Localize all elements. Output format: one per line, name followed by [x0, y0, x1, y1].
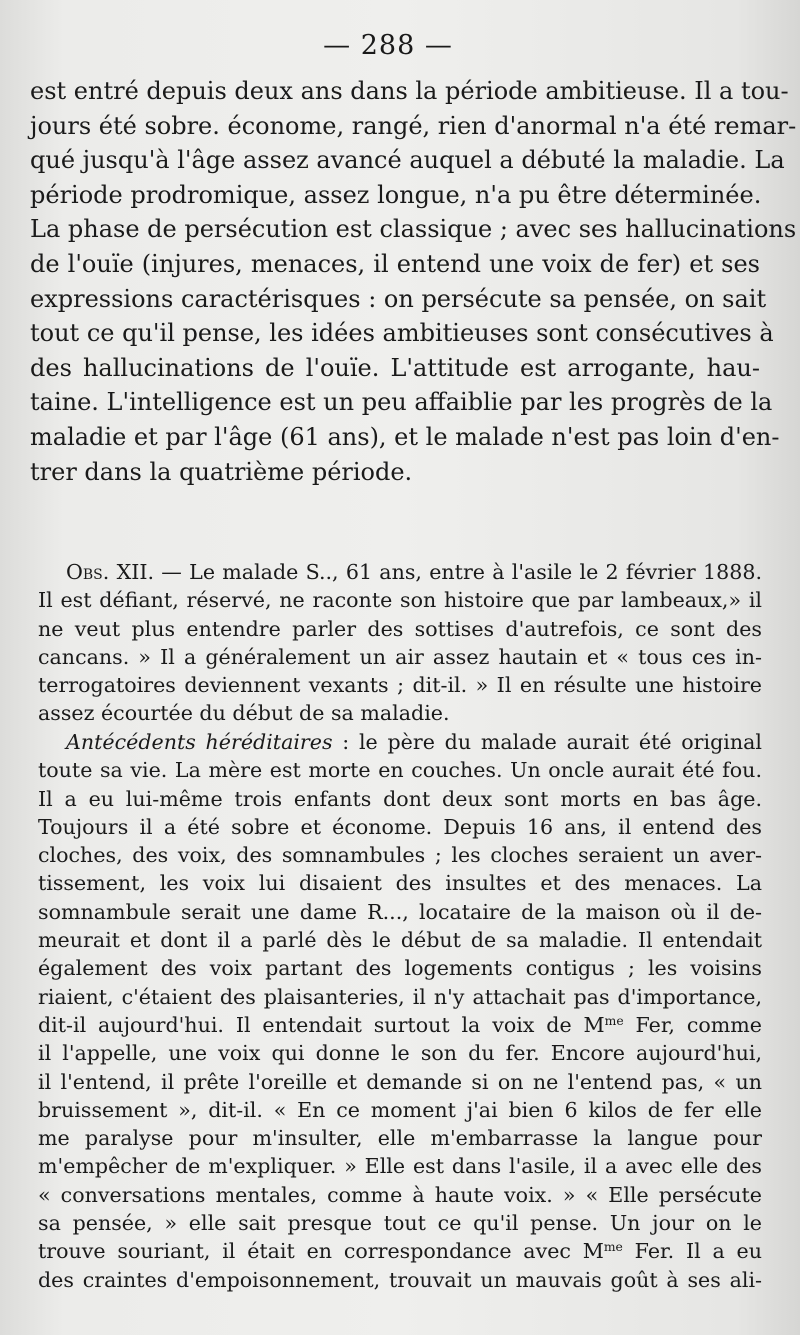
- text-line: [38, 1237, 762, 1265]
- text-line: [38, 1011, 762, 1039]
- superscript: me: [604, 1014, 624, 1029]
- text-line: ne veut plus entendre parler des sottises d'autrefois, ce sont des: [38, 616, 762, 641]
- page-number: — 288 —: [323, 30, 453, 61]
- text-span: — Le malade S.., 61 ans, entre à l'asile le 2 février 1888.: [154, 560, 762, 584]
- text-line: il l'entend, il prête l'oreille et demande si on ne l'entend pas, « un: [38, 1069, 762, 1094]
- text-line: sa pensée, » elle sait presque tout ce qu'il pense. Un jour on le: [38, 1211, 762, 1236]
- observation-paragraph: [38, 558, 762, 728]
- text-line: Il est défiant, réservé, ne raconte son histoire que par lambeaux,» il: [38, 588, 762, 613]
- text-line: qué jusqu'à l'âge assez avancé auquel a débuté la maladie. La: [30, 146, 785, 175]
- text-span: Fer. Il a eu: [622, 1239, 762, 1264]
- text-line: il l'appelle, une voix qui donne le son du fer. Encore aujourd'hui,: [38, 1041, 762, 1066]
- text-line: tissement, les voix lui disaient des insultes et des menaces. La: [38, 871, 762, 896]
- text-line: « conversations mentales, comme à haute voix. » « Elle persécute: [38, 1182, 762, 1207]
- text-line: des craintes d'empoisonnement, trouvait un mauvais goût à ses ali-: [38, 1267, 762, 1292]
- text-line: également des voix partant des logements contigus ; les voisins: [38, 956, 762, 981]
- text-line: Toujours il a été sobre et économe. Depuis 16 ans, il entend des: [38, 814, 762, 839]
- text-line: cloches, des voix, des somnambules ; les cloches seraient un aver-: [38, 843, 762, 868]
- text-line: est entré depuis deux ans dans la période ambitieuse. Il a tou-: [30, 77, 789, 105]
- text-line: maladie et par l'âge (61 ans), et le malade n'est pas loin d'en-: [30, 422, 780, 451]
- text-line: riaient, c'étaient des plaisanteries, il n'y attachait pas d'importance,: [38, 984, 762, 1009]
- text-span: : le père du malade aurait été original: [332, 730, 763, 754]
- text-line: de l'ouïe (injures, menaces, il entend une voix de fer) et ses: [30, 249, 760, 278]
- text-line: somnambule serait une dame R..., locataire de la maison où il de-: [38, 899, 762, 924]
- text-line: jours été sobre. économe, rangé, rien d'anormal n'a été remar-: [30, 111, 797, 140]
- text-line: La phase de persécution est classique ; avec ses hallucinations: [30, 215, 797, 244]
- text-line: m'empêcher de m'expliquer. » Elle est dans l'asile, il a avec elle des: [38, 1154, 762, 1179]
- text-line: toute sa vie. La mère est morte en couches. Un oncle aurait été fou.: [38, 758, 762, 783]
- text-line: [38, 558, 762, 586]
- text-line: assez écourtée du début de sa maladie.: [38, 701, 450, 726]
- text-line: bruissement », dit-il. « En ce moment j'ai bien 6 kilos de fer elle: [38, 1097, 762, 1122]
- text-line: Il a eu lui-même trois enfants dont deux sont morts en bas âge.: [38, 786, 762, 811]
- text-line: taine. L'intelligence est un peu affaiblie par les progrès de la: [30, 388, 773, 417]
- text-line: cancans. » Il a généralement un air assez hautain et « tous ces in-: [38, 644, 762, 669]
- text-span: trouve souriant, il était en correspondance avec M: [38, 1239, 604, 1264]
- text-line: expressions caractérisques : on persécute sa pensée, on sait: [30, 284, 767, 313]
- text-line: meurait et dont il a parlé dès le début de sa maladie. Il entendait: [38, 928, 762, 953]
- text-span: dit-il aujourd'hui. Il entendait surtout la voix de M: [38, 1012, 605, 1037]
- text-line: terrogatoires deviennent vexants ; dit-il. » Il en résulte une histoire: [38, 673, 762, 698]
- observation-label: Obs. XII.: [66, 560, 155, 584]
- paragraph-continuation: [30, 74, 797, 489]
- text-line: des hallucinations de l'ouïe. L'attitude est arrogante, hau-: [30, 353, 760, 382]
- text-span: Fer, comme: [623, 1012, 762, 1037]
- text-line: me paralyse pour m'insulter, elle m'embarrasse la langue pour: [38, 1126, 762, 1151]
- text-line: [38, 728, 762, 756]
- antecedents-paragraph: [38, 728, 762, 1294]
- text-line: période prodromique, assez longue, n'a pu être déterminée.: [30, 180, 762, 209]
- text-line: tout ce qu'il pense, les idées ambitieuses sont consécutives à: [30, 319, 774, 348]
- text-line: trer dans la quatrième période.: [30, 457, 413, 486]
- section-heading: Antécédents héréditaires: [66, 730, 333, 754]
- superscript: me: [603, 1240, 623, 1255]
